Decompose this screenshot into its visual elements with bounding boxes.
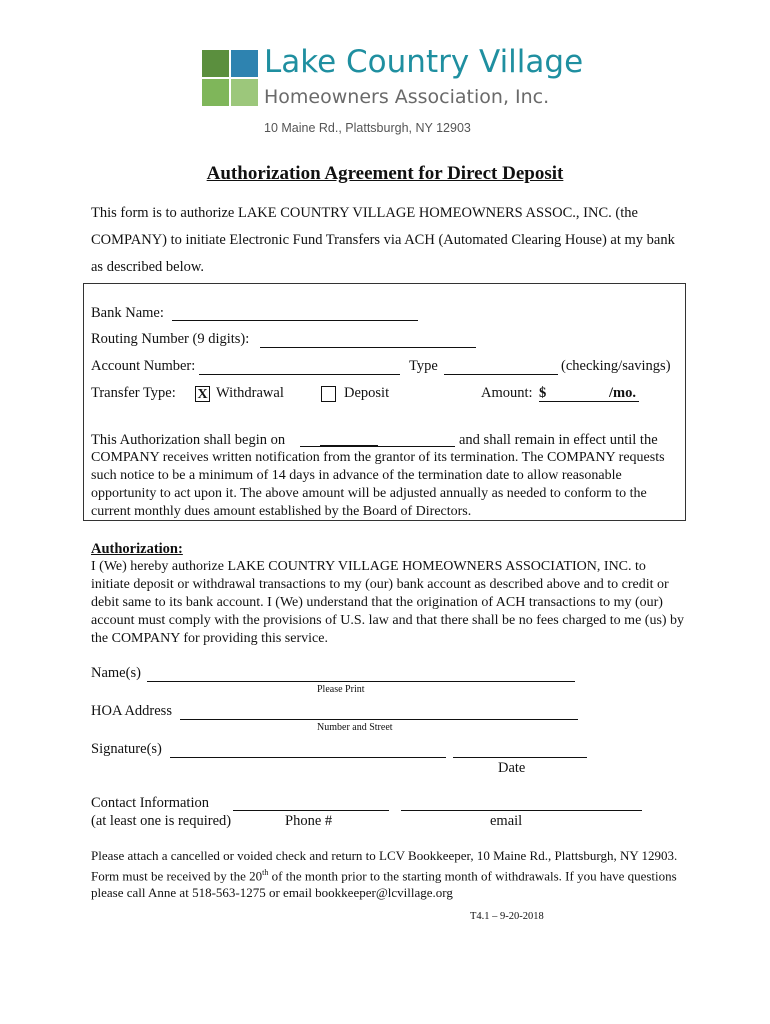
routing-number-field[interactable] <box>260 347 476 348</box>
date-label: Date <box>498 760 526 776</box>
authorization-text: I (We) hereby authorize LAKE COUNTRY VILLAGE HOMEOWNERS ASSOCIATION, INC. to initiate deposit or withdrawal transactions to my (our) bank account as described above and to credit or debit same to its bank account. I (We) understand that the origination of ACH transactions to my (our) account must comply with the provisions of U.S. law and that there shall be no fees charged to me (us) by the COMPANY for providing this service. <box>91 559 685 646</box>
account-number-field[interactable] <box>199 374 400 375</box>
names-label: Name(s) <box>91 665 141 681</box>
begin-prefix: This Authorization shall begin on <box>91 432 286 448</box>
logo-square-2 <box>231 50 258 77</box>
withdrawal-checkbox[interactable]: X <box>195 386 210 402</box>
amount-suffix: /mo. <box>609 385 636 401</box>
routing-number-label: Routing Number (9 digits): <box>91 331 250 347</box>
account-type-field[interactable] <box>444 374 558 375</box>
logo-mark <box>202 50 258 106</box>
footer-line-1: Please attach a cancelled or voided check and return to LCV Bookkeeper, 10 Maine Rd., Plattsburgh, NY 12903. Form must be received by the 20 <box>91 848 678 884</box>
begin-suffix: and shall remain in effect until the <box>459 432 658 448</box>
hoa-address-hint: Number and Street <box>317 722 393 733</box>
email-label: email <box>490 813 523 829</box>
transfer-type-label: Transfer Type: <box>91 385 176 401</box>
account-type-label: Type <box>409 358 438 374</box>
phone-label: Phone # <box>285 813 333 829</box>
footer-superscript: th <box>262 868 269 877</box>
account-number-label: Account Number: <box>91 358 196 374</box>
footer-instructions <box>91 847 686 901</box>
email-field[interactable] <box>401 810 642 811</box>
contact-info-label: Contact Information <box>91 795 209 811</box>
logo-square-4 <box>231 79 258 106</box>
bank-name-label: Bank Name: <box>91 305 164 321</box>
amount-label: Amount: <box>481 385 533 401</box>
bank-name-field[interactable] <box>172 320 418 321</box>
contact-info-note: (at least one is required) <box>91 813 232 829</box>
signature-field[interactable] <box>170 757 446 758</box>
footer-line-2: of the month prior to the starting month of withdrawals. If you have questions please call Anne at 518-563-1275 or email bookkeeper@lcvillage.org <box>91 868 677 901</box>
logo-square-1 <box>202 50 229 77</box>
hoa-address-label: HOA Address <box>91 703 172 719</box>
document-title <box>0 163 770 185</box>
deposit-checkbox[interactable] <box>321 386 336 402</box>
authorization-heading: Authorization: <box>91 541 183 557</box>
begin-date-field-mark <box>320 445 378 447</box>
org-address: 10 Maine Rd., Plattsburgh, NY 12903 <box>264 121 471 135</box>
logo-square-3 <box>202 79 229 106</box>
amount-dollar-sign: $ <box>539 385 547 401</box>
begin-paragraph-rest: COMPANY receives written notification from the grantor of its termination. The COMPANY requests such notice to be a minimum of 14 days in advance of the termination date to allow reasonable opportunity to act upon it. The above amount will be adjusted annually as needed to conform to the current monthly dues amount established by the Board of Directors. <box>91 450 665 519</box>
names-hint: Please Print <box>317 684 365 695</box>
deposit-label: Deposit <box>344 385 390 401</box>
hoa-address-field[interactable] <box>180 719 578 720</box>
withdrawal-label: Withdrawal <box>216 385 284 401</box>
org-name: Lake Country Village <box>264 44 584 80</box>
intro-paragraph: This form is to authorize LAKE COUNTRY VILLAGE HOMEOWNERS ASSOC., INC. (the COMPANY) to initiate Electronic Fund Transfers via ACH (Automated Clearing House) at my bank as described below. <box>91 205 675 275</box>
names-field[interactable] <box>147 681 575 682</box>
org-subtitle: Homeowners Association, Inc. <box>264 86 550 108</box>
account-type-options: (checking/savings) <box>561 358 671 374</box>
form-version: T4.1 – 9-20-2018 <box>470 911 544 922</box>
document-title-text: Authorization Agreement for Direct Deposit <box>206 163 564 184</box>
phone-field[interactable] <box>233 810 389 811</box>
signature-label: Signature(s) <box>91 741 162 757</box>
date-field[interactable] <box>453 757 587 758</box>
